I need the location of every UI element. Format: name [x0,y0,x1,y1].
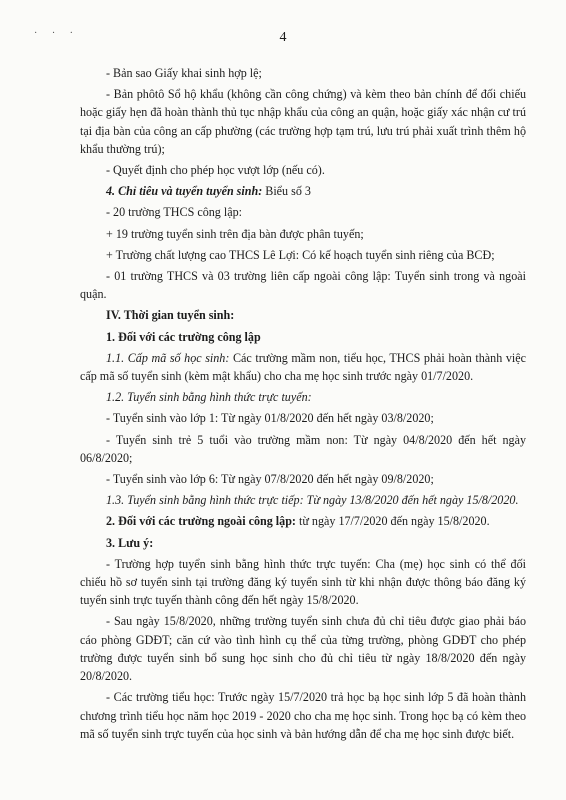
page-number: 4 [279,30,287,45]
section-heading: IV. Thời gian tuyển sinh: [106,308,235,323]
paragraph: - Quyết định cho phép học vượt lớp (nếu có). [106,163,325,178]
section-paragraph [80,512,526,530]
paragraph: - Sau ngày 15/8/2020, những trường tuyển sinh chưa đủ chỉ tiêu được giao phải báo cáo phòng GDĐT; căn cứ vào tình hình cụ thể của từng trường, phòng GDĐT cho phép trường được tuyển sinh bổ sung học sinh cho đủ chỉ tiêu từ ngày 18/8/2020 đến ngày 20/8/2020. [80,614,526,684]
section-heading: 1. Đối với các trường công lập [106,329,261,344]
document-body [80,64,526,743]
section-paragraph [80,349,526,385]
subsection-lead: 1.1. Cấp mã số học sinh: [106,350,230,365]
paragraph: - Bản phôtô Sổ hộ khẩu (không cần công chứng) và kèm theo bản chính để đối chiếu hoặc giấy hẹn đã hoàn thành thủ tục nhập khẩu của công an quận, hoặc giấy xác nhận cư trú tại địa bàn của công an cấp phường (các trường hợp tạm trú, lưu trú phải xuất trình thêm hộ khẩu thường trú); [80,87,526,156]
paragraph: - Tuyển sinh vào lớp 1: Từ ngày 01/8/2020 đến hết ngày 03/8/2020; [106,411,434,426]
section-text: từ ngày 17/7/2020 đến ngày 15/8/2020. [295,514,490,529]
section-heading: 3. Lưu ý: [106,535,154,550]
scan-speckles: · · · [34,28,79,39]
section-lead: 4. Chỉ tiêu và tuyển tuyển sinh: [106,184,263,199]
section-text: Biểu số 3 [262,184,311,199]
section-lead: 2. Đối với các trường ngoài công lập: [106,514,296,529]
paragraph: - Bản sao Giấy khai sinh hợp lệ; [106,66,262,80]
section-text: Từ ngày 13/8/2020 đến hết ngày 15/8/2020. [303,493,519,508]
paragraph: - Các trường tiểu học: Trước ngày 15/7/2020 trả học bạ học sinh lớp 5 đã hoàn thành chương trình tiểu học năm học 2019 - 2020 cho cha mẹ học sinh. Trong học bạ có kèm theo mã số tuyển sinh trực tuyến của học sinh và bản hướng dẫn để cha mẹ học sinh được biết. [80,690,526,741]
paragraph: + Trường chất lượng cao THCS Lê Lợi: Có kế hoạch tuyển sinh riêng của BCĐ; [106,247,495,262]
paragraph: - Tuyển sinh vào lớp 6: Từ ngày 07/8/2020 đến hết ngày 09/8/2020; [106,472,434,487]
section-text: Các trường mầm non, tiểu học, THCS phải hoàn thành việc cấp mã số tuyển sinh (kèm mật khẩu) cho cha mẹ học sinh trước ngày 01/7/2020. [80,350,526,384]
paragraph: - 01 trường THCS và 03 trường liên cấp ngoài công lập: Tuyển sinh trong và ngoài quận. [80,269,526,302]
paragraph: - 20 trường THCS công lập: [106,205,243,220]
section-paragraph [80,182,526,200]
subsection-lead: 1.3. Tuyển sinh bằng hình thức trực tiếp: [106,493,304,508]
section-paragraph [80,491,526,509]
subsection-heading: 1.2. Tuyển sinh bằng hình thức trực tuyến: [106,390,312,405]
paragraph: - Tuyển sinh trẻ 5 tuổi vào trường mầm non: Từ ngày 04/8/2020 đến hết ngày 06/8/2020; [80,432,526,465]
paragraph: + 19 trường tuyển sinh trên địa bàn được phân tuyến; [106,226,364,241]
paragraph: - Trường hợp tuyển sinh bằng hình thức trực tuyến: Cha (mẹ) học sinh có thể đối chiếu hồ sơ tuyển sinh tại trường đăng ký tuyển sinh từ khi nhận được thông báo đăng ký tuyển sinh trực tuyến thành công đến hết ngày 15/8/2020. [80,556,526,608]
